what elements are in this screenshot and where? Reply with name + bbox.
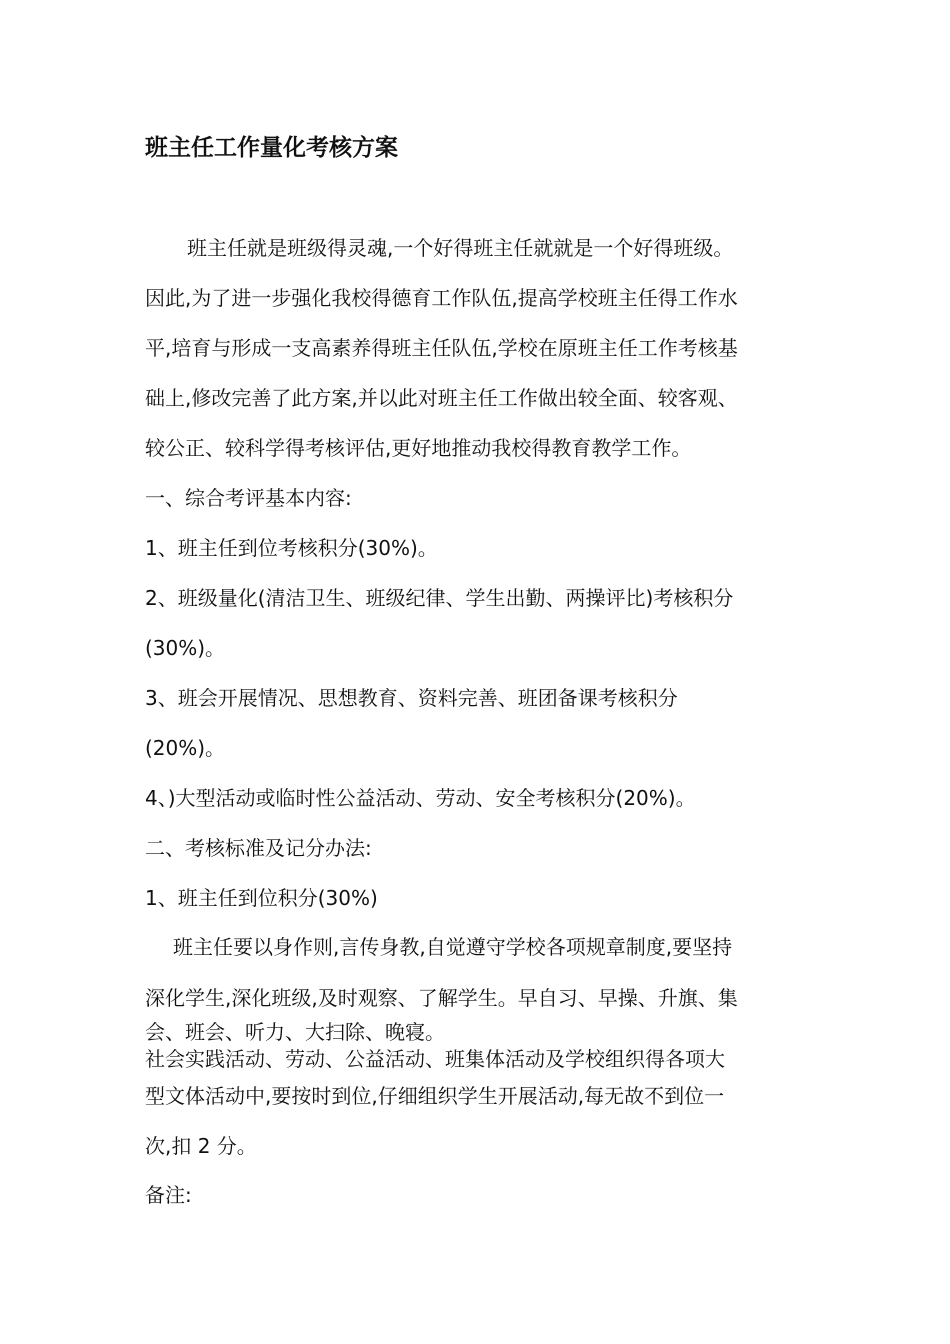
list-item: (30%)。: [145, 636, 226, 660]
body-line: 深化学生,深化班级,及时观察、了解学生。早自习、早操、升旗、集: [145, 986, 738, 1010]
section-heading: 二、考核标准及记分办法:: [145, 836, 372, 860]
body-line: 次,扣 2 分。: [145, 1134, 257, 1158]
body-line: 型文体活动中,要按时到位,仔细组织学生开展活动,每无故不到位一: [145, 1084, 725, 1108]
list-item: 4、)大型活动或临时性公益活动、劳动、安全考核积分(20%)。: [145, 786, 696, 810]
list-item: 1、班主任到位考核积分(30%)。: [145, 536, 438, 560]
body-line: 社会实践活动、劳动、公益活动、班集体活动及学校组织得各项大: [145, 1047, 725, 1071]
intro-line: 较公正、较科学得考核评估,更好地推动我校得教育教学工作。: [145, 436, 692, 460]
intro-line: 础上,修改完善了此方案,并以此对班主任工作做出较全面、较客观、: [145, 386, 738, 410]
document-title: 班主任工作量化考核方案: [145, 135, 398, 161]
section-heading: 一、综合考评基本内容:: [145, 486, 352, 510]
list-item: 2、班级量化(清洁卫生、班级纪律、学生出勤、两操评比)考核积分: [145, 586, 734, 610]
body-line: 班主任要以身作则,言传身教,自觉遵守学校各项规章制度,要坚持: [173, 935, 733, 959]
note-label: 备注:: [145, 1183, 192, 1207]
intro-line: 班主任就是班级得灵魂,一个好得班主任就就是一个好得班级。: [187, 236, 734, 260]
list-item: 3、班会开展情况、思想教育、资料完善、班团备课考核积分: [145, 686, 678, 710]
list-item: (20%)。: [145, 736, 226, 760]
body-line: 会、班会、听力、大扫除、晚寝。: [145, 1020, 445, 1044]
intro-line: 平,培育与形成一支高素养得班主任队伍,学校在原班主任工作考核基: [145, 336, 738, 360]
subsection-heading: 1、班主任到位积分(30%): [145, 886, 378, 910]
intro-line: 因此,为了进一步强化我校得德育工作队伍,提高学校班主任得工作水: [145, 286, 738, 310]
